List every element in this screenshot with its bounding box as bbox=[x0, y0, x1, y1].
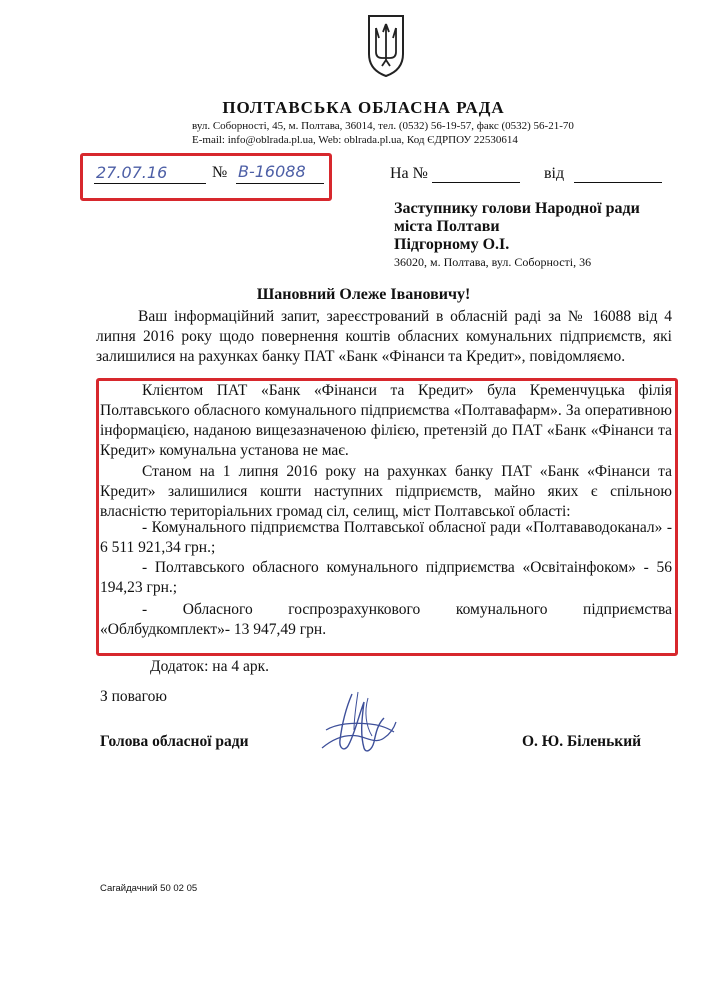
paragraph-request: Ваш інформаційний запит, зареєстрований в обласній раді за № 16088 від 4 липня 2016 року щодо повернення коштів обласних комунальних підприємств, які залишилися на рахунках банку ПАТ «Банк «Фінанси та Кредит», повідомляємо. bbox=[96, 308, 672, 365]
date-underline bbox=[94, 183, 206, 184]
outgoing-number: В-16088 bbox=[238, 162, 306, 181]
handwritten-signature-icon bbox=[318, 688, 400, 768]
list-item-vodokanal: - Комунального підприємства Полтавської обласної ради «Полтававодоканал» - 6 511 921,34 грн.; bbox=[100, 519, 672, 556]
outgoing-date: 27.07.16 bbox=[96, 163, 168, 182]
paragraph-client-info: Клієнтом ПАТ «Банк «Фінанси та Кредит» була Кременчуцька філія Полтавського обласного комунального підприємства «Полтавафарм». За оперативною інформацією, наданою вищезазначеною філією, претензій до ПАТ «Банк «Фінанси та Кредит» комунальна установа не має. bbox=[100, 382, 672, 459]
attachment-note: Додаток: на 4 арк. bbox=[150, 658, 269, 675]
list-item-osvitainfokom: - Полтавського обласного комунального підприємства «Освітаінфоком» - 56 194,23 грн.; bbox=[100, 559, 672, 596]
number-underline bbox=[236, 183, 324, 184]
addressee-city: міста Полтави bbox=[394, 218, 500, 235]
closing-regards: З повагою bbox=[100, 688, 167, 705]
incoming-number-label: На № bbox=[390, 165, 428, 182]
list-item-oblbudkomplekt: - Обласного госпрозрахункового комунального підприємства «Облбудкомплект»- 13 947,49 грн. bbox=[100, 601, 672, 638]
incoming-date-label: від bbox=[544, 165, 565, 182]
paragraph-balances: Станом на 1 липня 2016 року на рахунках банку ПАТ «Банк «Фінанси та Кредит» залишилися кошти наступних підприємств, майно яких є спільною власністю територіальних громад сіл, селищ, міст Полтавської області: bbox=[100, 463, 672, 520]
organization-address: вул. Соборності, 45, м. Полтава, 36014, тел. (0532) 56-19-57, факс (0532) 56-21-70 bbox=[192, 120, 574, 132]
addressee-name: Підгорному О.І. bbox=[394, 236, 510, 253]
trident-coat-of-arms-icon bbox=[366, 14, 406, 78]
organization-name: ПОЛТАВСЬКА ОБЛАСНА РАДА bbox=[222, 98, 505, 117]
salutation: Шановний Олеже Івановичу! bbox=[256, 286, 471, 303]
incoming-date-blank bbox=[574, 182, 662, 183]
incoming-number-blank bbox=[432, 182, 520, 183]
signatory-name: О. Ю. Біленький bbox=[522, 733, 642, 750]
addressee-address: 36020, м. Полтава, вул. Соборності, 36 bbox=[394, 255, 592, 269]
addressee-position: Заступнику голови Народної ради bbox=[394, 200, 640, 217]
signatory-position: Голова обласної ради bbox=[100, 733, 249, 750]
outgoing-number-label: № bbox=[212, 164, 228, 181]
organization-web-contacts: E-mail: info@oblrada.pl.ua, Web: oblrada.pl.ua, Код ЄДРПОУ 22530614 bbox=[192, 134, 518, 146]
executor-note: Сагайдачний 50 02 05 bbox=[100, 883, 198, 894]
